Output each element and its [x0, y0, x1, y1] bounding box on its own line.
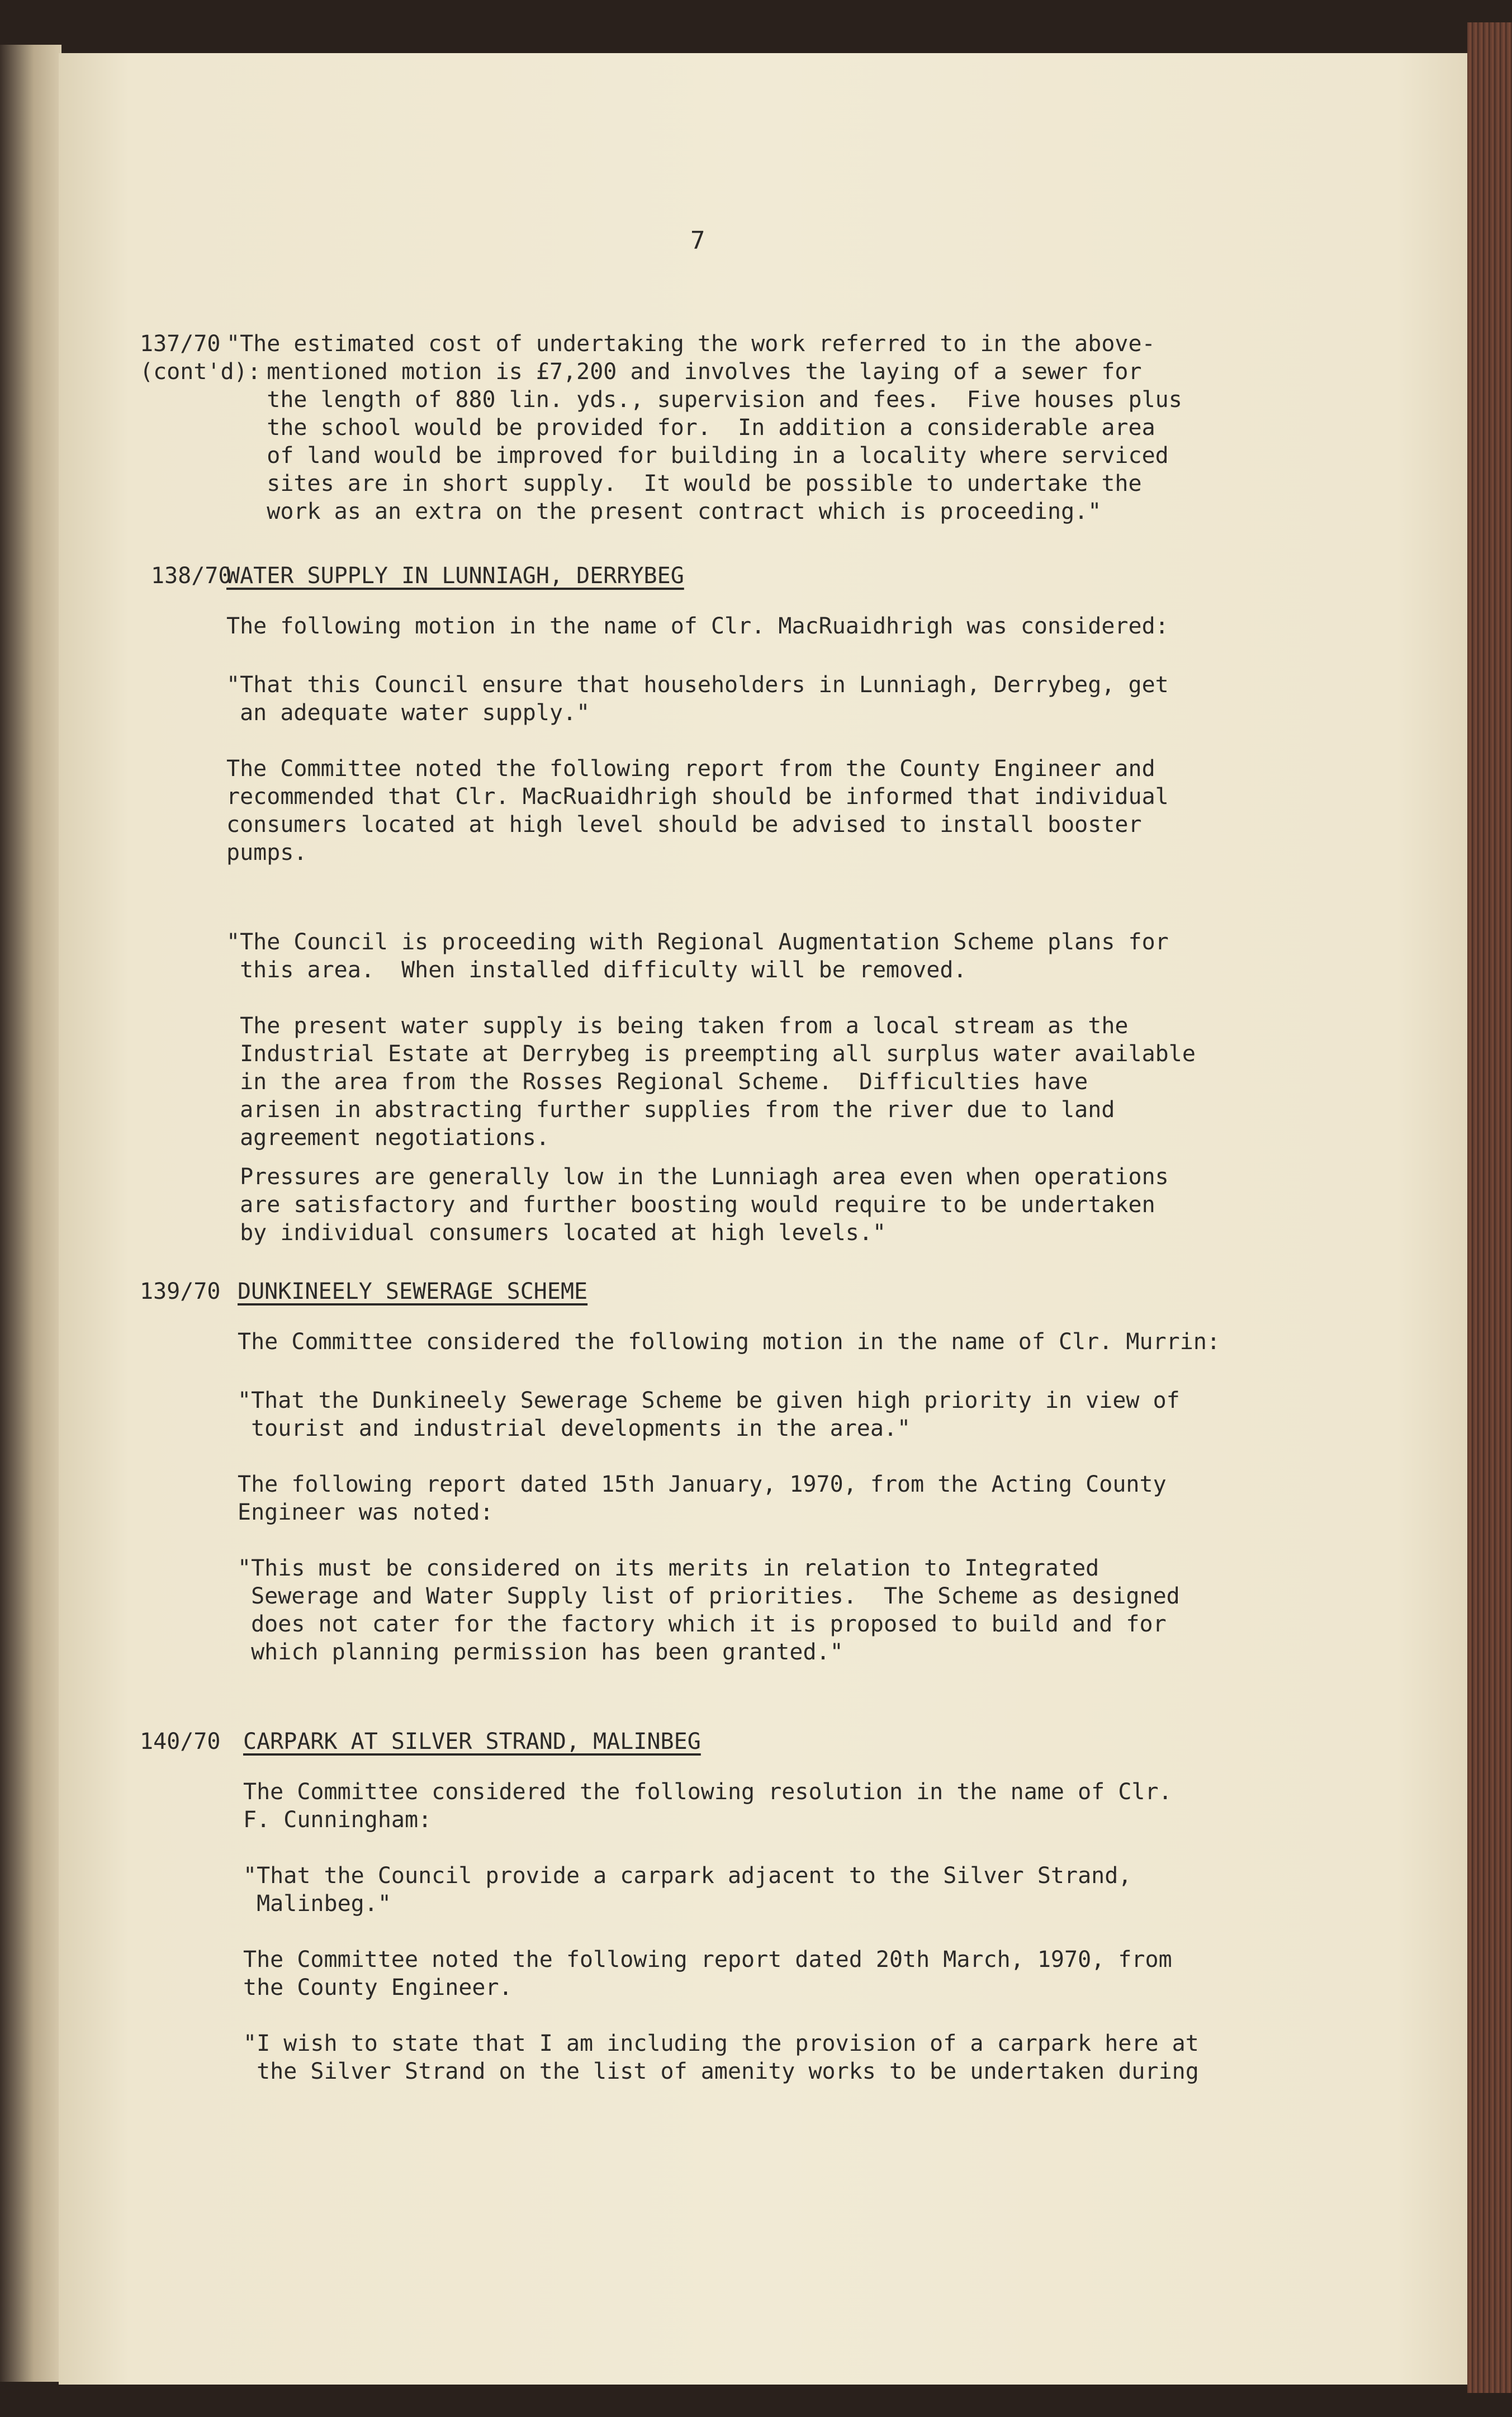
item-138-paragraph-6: Pressures are generally low in the Lunniagh area even when operations are satisfactory and further boosting would require to be undertaken by individual consumers located at high levels.": [240, 1164, 1169, 1246]
item-140-heading: CARPARK AT SILVER STRAND, MALINBEG: [243, 1729, 701, 1754]
page-number: 7: [690, 226, 705, 255]
item-138-paragraph-1: The following motion in the name of Clr. MacRuaidhrigh was considered:: [226, 613, 1169, 639]
item-ref-137: 137/70 (cont'd):: [140, 331, 261, 385]
item-140-paragraph-4: "I wish to state that I am including the provision of a carpark here at the Silver Strand on the list of amenity works to be undertaken during: [243, 2031, 1199, 2084]
item-140-paragraph-2: "That the Council provide a carpark adjacent to the Silver Strand, Malinbeg.": [243, 1863, 1132, 1917]
document-page: [59, 53, 1467, 2385]
item-ref-139: 139/70: [140, 1279, 221, 1304]
item-ref-140: 140/70: [140, 1729, 221, 1754]
item-138-paragraph-4: "The Council is proceeding with Regional Augmentation Scheme plans for this area. When installed difficulty will be removed.: [226, 929, 1169, 983]
item-139-heading: DUNKINEELY SEWERAGE SCHEME: [238, 1279, 588, 1304]
item-140-paragraph-1: The Committee considered the following resolution in the name of Clr. F. Cunningham:: [243, 1779, 1172, 1833]
item-138-paragraph-2: "That this Council ensure that householders in Lunniagh, Derrybeg, get an adequate water supply.": [226, 672, 1169, 726]
book-page-edges-right: [1467, 22, 1512, 2393]
item-139-paragraph-1: The Committee considered the following motion in the name of Clr. Murrin:: [238, 1329, 1220, 1355]
item-140-paragraph-3: The Committee noted the following report dated 20th March, 1970, from the County Engineer.: [243, 1947, 1172, 2000]
book-binding-left: [0, 45, 61, 2382]
item-138-paragraph-3: The Committee noted the following report from the County Engineer and recommended that Clr. MacRuaidhrigh should be informed that individual consumers located at high level should be advised to install booster pumps.: [226, 756, 1169, 865]
item-138-heading: WATER SUPPLY IN LUNNIAGH, DERRYBEG: [226, 563, 684, 589]
item-ref-138: 138/70: [151, 563, 232, 589]
item-139-paragraph-2: "That the Dunkineely Sewerage Scheme be given high priority in view of tourist and industrial developments in the area.": [238, 1388, 1180, 1441]
item-138-paragraph-5: The present water supply is being taken from a local stream as the Industrial Estate at Derrybeg is preempting all surplus water available in the area from the Rosses Regional Scheme. Difficulties have arisen in abstracting further supplies from the river due to land agreement negotiations.: [240, 1013, 1196, 1151]
item-137-paragraph-1: "The estimated cost of undertaking the work referred to in the above- mentioned motion is £7,200 and involves the laying of a sewer for the length of 880 lin. yds., supervision and fees. Five houses plus the school would be provided for. In addition a considerable area of land would be improved for building in a locality where serviced sites are in short supply. It would be possible to undertake the work as an extra on the present contract which is proceeding.": [226, 331, 1182, 524]
item-139-paragraph-4: "This must be considered on its merits in relation to Integrated Sewerage and Water Supply list of priorities. The Scheme as designed does not cater for the factory which it is proposed to build and for which planning permission has been granted.": [238, 1555, 1180, 1665]
item-139-paragraph-3: The following report dated 15th January, 1970, from the Acting County Engineer was noted:: [238, 1472, 1167, 1525]
